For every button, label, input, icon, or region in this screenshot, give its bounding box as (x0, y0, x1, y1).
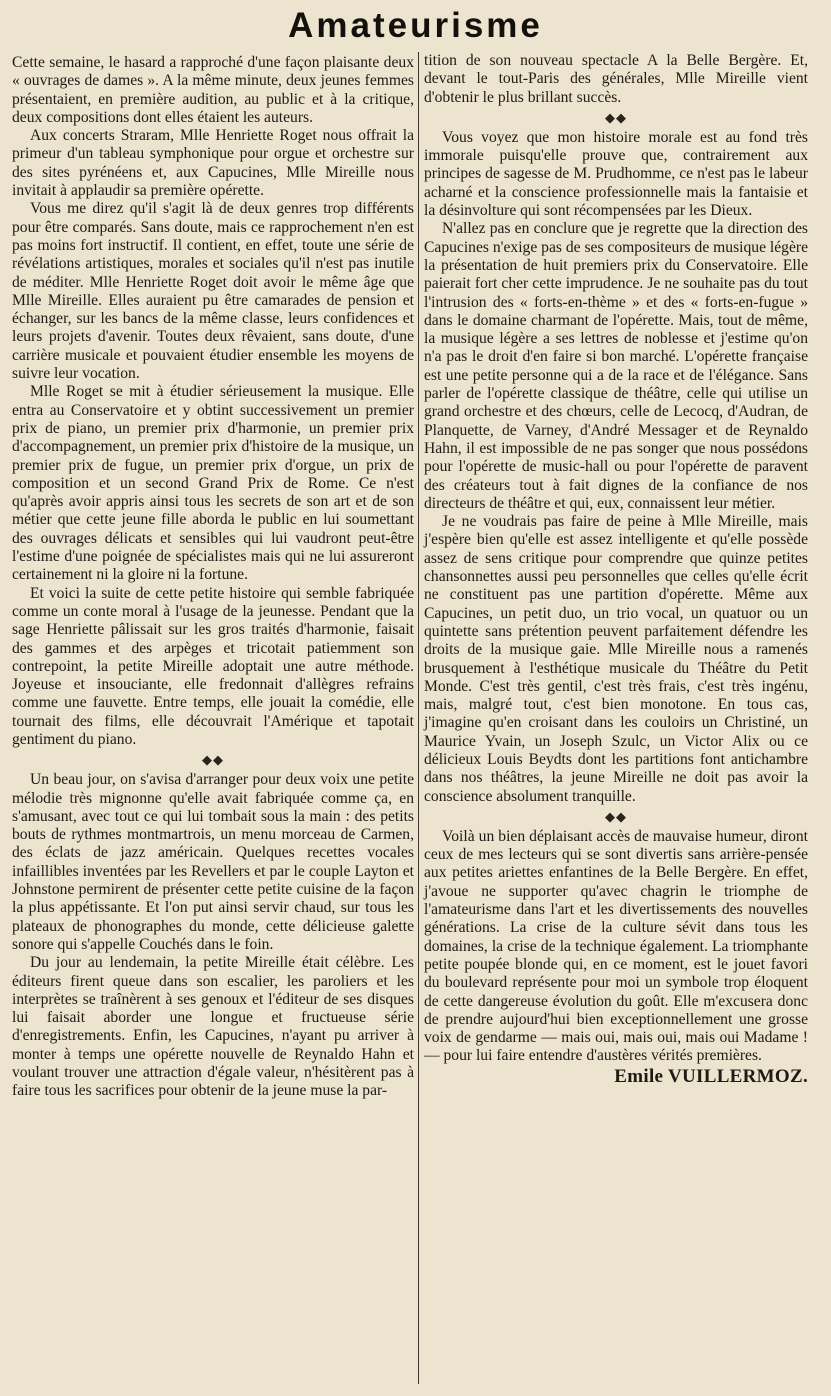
article-title: Amateurisme (288, 6, 543, 45)
section-separator: ◆◆ (605, 808, 627, 824)
paragraph: Cette semaine, le hasard a rapproché d'une façon plaisante deux « ouvrages de dames ». A la même minute, deux jeunes femmes présentaient, en première audition, au public et à la critique, deux compositions dont elles étaient les auteurs. (12, 54, 414, 126)
author-signature: Emile VUILLERMOZ. (614, 1065, 808, 1087)
paragraph: Vous voyez que mon histoire morale est au fond très immorale puisqu'elle prouve que, contrairement aux principes de sagesse de M. Prudhomme, ce n'est pas le labeur acharné et la conscience professionnelle mais la fantaisie et la désinvolture qui sont récompensées par les Dieux. (424, 128, 808, 220)
section-separator: ◆◆ (605, 109, 627, 125)
paragraph: Vous me direz qu'il s'agit là de deux genres trop différents pour être comparés. Sans doute, mais ce rapprochement n'en est pas moins fort instructif. Il contient, en effet, toute une série de révélations artistiques, morales et sociales qu'il n'est pas inutile de méditer. Mlle Henriette Roget doit avoir le même âge que Mlle Mireille. Elles auraient pu être camarades de pension et échanger, sur les bancs de la même classe, leurs confidences et leurs projets d'avenir. Toutes deux rêvaient, sans doute, d'une carrière musicale et pouvaient étudier ensemble les moyens de suivre leur vocation. (12, 200, 414, 383)
column-divider (418, 52, 419, 1384)
paragraph: Un beau jour, on s'avisa d'arranger pour deux voix une petite mélodie très mignonne qu'elle avait fabriquée comme ça, en s'amusant, avec tout ce qui lui tombait sous la main : des petits bouts de rythmes montmartrois, un menu morceau de Carmen, des éclats de jazz américain. Quelques recettes vocales infaillibles inventées par les Revellers et par le couple Layton et Johnstone permirent de présenter cette petite cuisine de la façon la plus appétissante. Et l'on put ainsi servir chaud, sur tous les plateaux de phonographes du monde, cette délicieuse galette sonore qui s'appelle Couchés dans le foin. (12, 771, 414, 953)
section-separator: ◆◆ (202, 752, 224, 768)
paragraph: Du jour au lendemain, la petite Mireille était célèbre. Les éditeurs firent queue dans son escalier, les paroliers et les interprètes se traînèrent à ses genoux et l'éditeur de ses disques lui faisait aborder une longue et fructueuse série d'enregistrements. Enfin, les Capucines, n'ayant pu arriver à monter à temps une opérette nouvelle de Reynaldo Hahn et voulant trouver une attraction d'égale valeur, n'hésitèrent pas à faire tous les sacrifices pour obtenir de la jeune muse la par- (12, 954, 414, 1100)
paragraph: Aux concerts Straram, Mlle Henriette Roget nous offrait la primeur d'un tableau symphonique pour orgue et orchestre sur des sites pyrénéens et, aux Capucines, Mlle Mireille nous invitait à applaudir sa première opérette. (12, 127, 414, 200)
paragraph: tition de son nouveau spectacle A la Belle Bergère. Et, devant le tout-Paris des générales, Mlle Mireille vient d'obtenir le plus brillant succès. (424, 52, 808, 106)
paragraph: Et voici la suite de cette petite histoire qui semble fabriquée comme un conte moral à l'usage de la jeunesse. Pendant que la sage Henriette pâlissait sur les gros traités d'harmonie, faisait des gammes et des arpèges et tricotait patiemment son contrepoint, la petite Mireille adoptait une autre méthode. Joyeuse et insouciante, elle fredonnait d'allègres refrains comme une fauvette. Entre temps, elle jouait la comédie, elle tournait des films, elle découvrait l'Amérique et tapotait gentiment du piano. (12, 584, 414, 748)
paragraph: N'allez pas en conclure que je regrette que la direction des Capucines n'exige pas de ses compositeurs de musique légère la présentation de huit premiers prix du Conservatoire. Elle paierait fort cher cette imprudence. Je ne souhaite pas du tout l'intrusion des « forts-en-thème » et des « forts-en-fugue » dans le domaine charmant de l'opérette. Mais, tout de même, la musique légère a ses lettres de noblesse et j'estime qu'on n'a pas le droit d'en faire si bon marché. L'opérette française est une petite personne qui a de la race et de l'élégance. Sans parler de l'opérette classique de théâtre, celle qui utilise un grand orchestre et des chœurs, celle de Lecocq, d'Audran, de Planquette, de Varney, d'André Messager et de Reynaldo Hahn, il est impossible de ne pas songer que nous possédons pour l'opérette de music-hall ou pour l'opérette de paravent des créateurs tout à fait dignes de la confiance de nos directeurs de théâtre et qui, eux, connaissent leur métier. (424, 220, 808, 512)
left-column (12, 54, 414, 1101)
paragraph: Voilà un bien déplaisant accès de mauvaise humeur, diront ceux de mes lecteurs qui se sont divertis sans arrière-pensée aux petites ariettes enfantines de la Belle Bergère. En effet, j'avoue ne supporter qu'avec chagrin le triomphe de l'amateurisme dans l'art et les divertissements des nouvelles générations. La crise de la culture sévit dans tous les domaines, la crise de la technique également. La triomphante petite poupée blonde qui, en ce moment, est le jouet favori du boulevard représente pour moi un symbole trop éloquent de cette dangereuse évolution du goût. Elle m'excusera donc de prendre aujourd'hui bien exceptionnellement une grosse voix de gendarme — mais oui, mais oui, mais oui Madame ! — pour lui faire entendre d'austères vérités premières. (424, 827, 808, 1065)
paragraph: Je ne voudrais pas faire de peine à Mlle Mireille, mais j'espère bien qu'elle est assez intelligente et qu'elle possède assez de sens critique pour comprendre que quinze petites chansonnettes aussi peu personnelles que celles qu'elle écrit ne constituent pas une partition d'opérette. Même aux Capucines, un petit duo, un trio vocal, un quatuor ou un quintette sans prétention peuvent parfaitement défendre les droits de la musique gaie. Mlle Mireille nous a ramenés brusquement à l'esthétique musicale du Théâtre du Petit Monde. C'est très gentil, c'est très frais, c'est très ingénu, mais, malgré tout, c'est bien monotone. En tous cas, j'imagine qu'en croisant dans les couloirs un Christiné, un Maurice Yvain, un Joseph Szulc, un Victor Alix ou ce délicieux Louis Beydts dont les partitions font antichambre dans nos théâtres, la jeune Mireille ne doit pas avoir la conscience absolument tranquille. (424, 513, 808, 805)
paragraph: Mlle Roget se mit à étudier sérieusement la musique. Elle entra au Conservatoire et y obtint successivement un premier prix de piano, un premier prix d'harmonie, un premier prix d'accompagnement, un premier prix d'histoire de la musique, un premier prix de fugue, un premier prix d'orgue, un prix de composition et un second Grand Prix de Rome. Ce n'est qu'après avoir appris ainsi tous les secrets de son art et de son métier que cette jeune fille aborda le public en lui soumettant des ouvrages délicats et sensibles qui lui vaudront peut-être l'estime d'une poignée de spécialistes mais qui ne lui assureront certainement ni la gloire ni la fortune. (12, 383, 414, 584)
right-column (424, 52, 808, 1086)
